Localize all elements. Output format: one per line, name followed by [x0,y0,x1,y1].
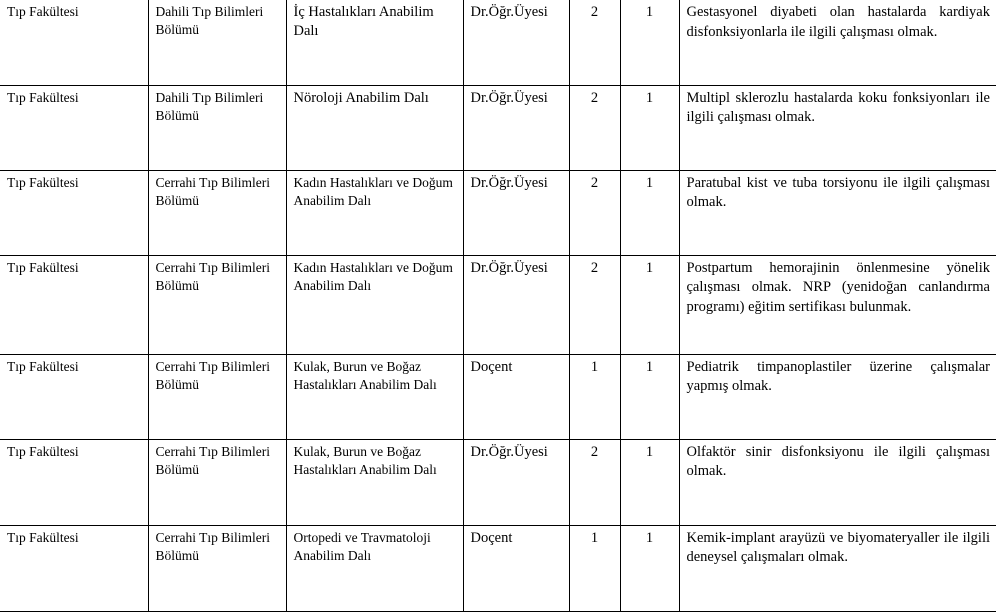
title-cell: Dr.Öğr.Üyesi [463,439,569,525]
department-cell: Dahili Tıp Bilimleri Bölümü [148,0,286,85]
division-cell: Ortopedi ve Travmatoloji Anabilim Dalı [286,525,463,611]
title-cell: Dr.Öğr.Üyesi [463,170,569,255]
department-cell: Cerrahi Tıp Bilimleri Bölümü [148,170,286,255]
table-row [0,439,996,525]
count2-cell: 1 [620,170,679,255]
title-cell: Dr.Öğr.Üyesi [463,85,569,170]
description-cell: Kemik-implant arayüzü ve biyomateryaller ile ilgili deneysel çalışmaları olmak. [679,525,996,611]
division-cell: Kadın Hastalıkları ve Doğum Anabilim Dalı [286,170,463,255]
faculty-cell: Tıp Fakültesi [0,439,148,525]
department-cell: Cerrahi Tıp Bilimleri Bölümü [148,255,286,354]
description-cell: Olfaktör sinir disfonksiyonu ile ilgili çalışması olmak. [679,439,996,525]
count1-cell: 2 [569,170,620,255]
count1-cell: 2 [569,439,620,525]
faculty-cell: Tıp Fakültesi [0,525,148,611]
count2-cell: 1 [620,85,679,170]
title-cell: Dr.Öğr.Üyesi [463,255,569,354]
count2-cell: 1 [620,354,679,439]
department-cell: Dahili Tıp Bilimleri Bölümü [148,85,286,170]
count2-cell: 1 [620,0,679,85]
division-cell: Kulak, Burun ve Boğaz Hastalıkları Anabilim Dalı [286,354,463,439]
count2-cell: 1 [620,439,679,525]
count1-cell: 1 [569,354,620,439]
title-cell: Doçent [463,525,569,611]
division-cell: İç Hastalıkları Anabilim Dalı [286,0,463,85]
count2-cell: 1 [620,255,679,354]
title-cell: Dr.Öğr.Üyesi [463,0,569,85]
department-cell: Cerrahi Tıp Bilimleri Bölümü [148,525,286,611]
table-row [0,85,996,170]
division-cell: Nöroloji Anabilim Dalı [286,85,463,170]
faculty-cell: Tıp Fakültesi [0,255,148,354]
table-row [0,525,996,611]
table-row [0,0,996,85]
title-cell: Doçent [463,354,569,439]
count1-cell: 2 [569,85,620,170]
department-cell: Cerrahi Tıp Bilimleri Bölümü [148,354,286,439]
division-cell: Kadın Hastalıkları ve Doğum Anabilim Dalı [286,255,463,354]
description-cell: Postpartum hemorajinin önlenmesine yönelik çalışması olmak. NRP (yenidoğan canlandırma programı) eğitim sertifikası bulunmak. [679,255,996,354]
faculty-cell: Tıp Fakültesi [0,85,148,170]
count1-cell: 2 [569,0,620,85]
description-cell: Multipl sklerozlu hastalarda koku fonksiyonları ile ilgili çalışması olmak. [679,85,996,170]
faculty-cell: Tıp Fakültesi [0,354,148,439]
department-cell: Cerrahi Tıp Bilimleri Bölümü [148,439,286,525]
description-cell: Pediatrik timpanoplastiler üzerine çalışmalar yapmış olmak. [679,354,996,439]
count1-cell: 1 [569,525,620,611]
description-cell: Gestasyonel diyabeti olan hastalarda kardiyak disfonksiyonlarla ile ilgili çalışması olmak. [679,0,996,85]
count1-cell: 2 [569,255,620,354]
description-cell: Paratubal kist ve tuba torsiyonu ile ilgili çalışması olmak. [679,170,996,255]
faculty-cell: Tıp Fakültesi [0,0,148,85]
division-cell: Kulak, Burun ve Boğaz Hastalıkları Anabilim Dalı [286,439,463,525]
table-row [0,170,996,255]
faculty-cell: Tıp Fakültesi [0,170,148,255]
table-row [0,354,996,439]
count2-cell: 1 [620,525,679,611]
table-row [0,255,996,354]
